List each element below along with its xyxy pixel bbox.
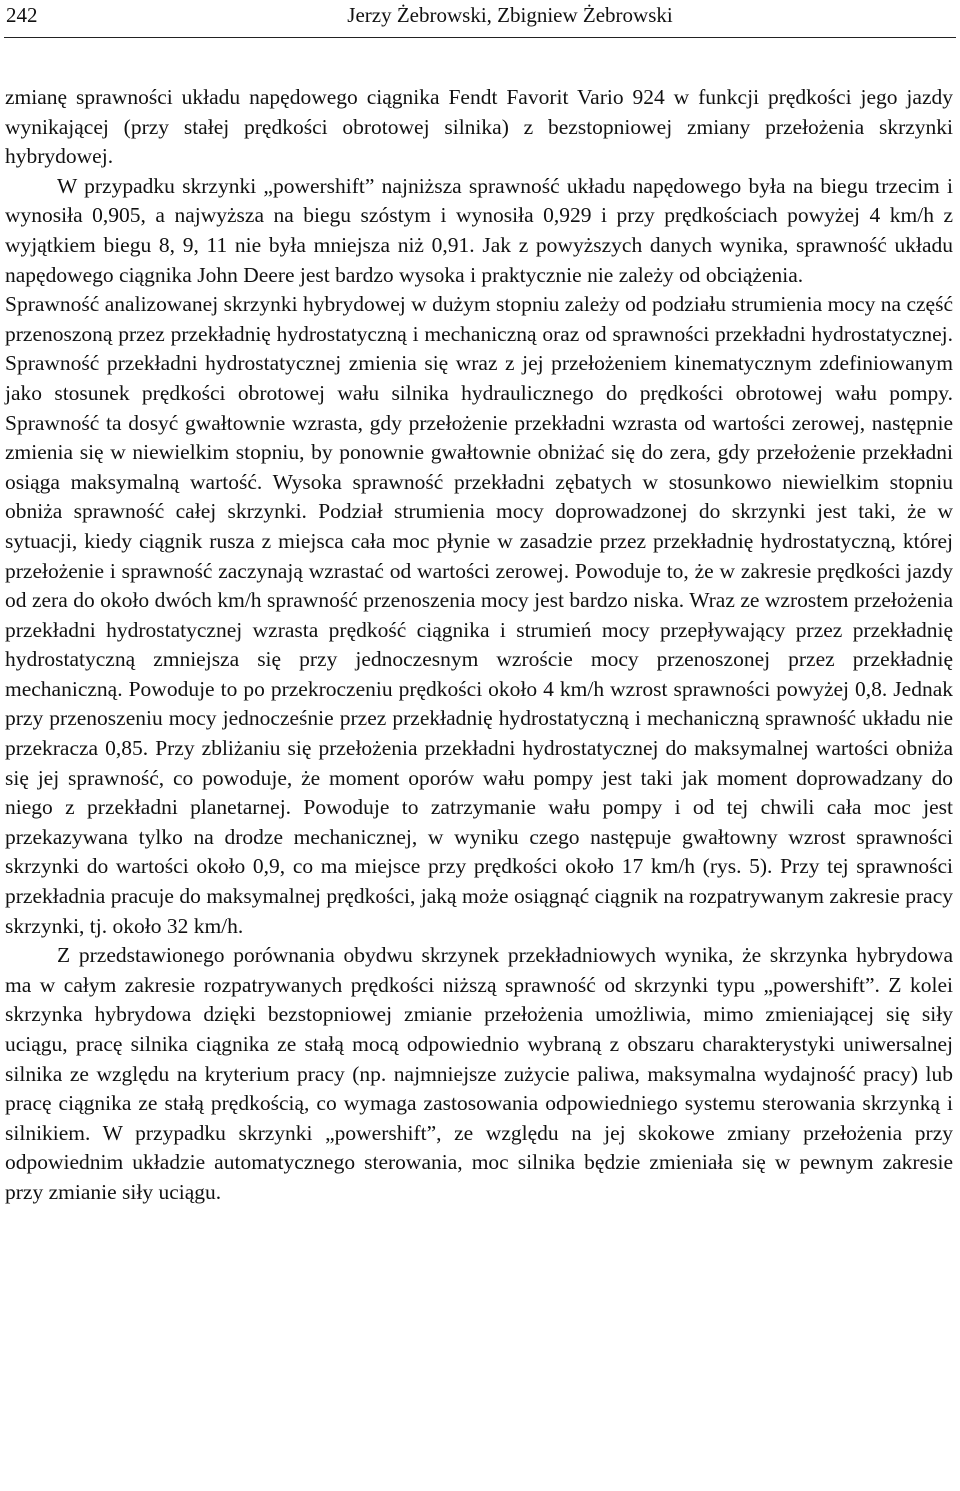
header-rule	[4, 37, 956, 38]
paragraph: Z przedstawionego porównania obydwu skrzynek przekładniowych wynika, że skrzynka hybrydowa ma w całym zakresie rozpatrywanych prędkości niższą sprawność od skrzynki typu „powershift”. Z kolei skrzynka hybrydowa dzięki bezstopniowej zmianie przełożenia umożliwia, mimo zmieniającej się siły uciągu, pracę silnika ciągnika ze stałą mocą odpowiednio wybraną z obszaru charakterystyki uniwersalnej silnika ze względu na kryterium pracy (np. najmniejsze zużycie paliwa, maksymalna wydajność pracy) lub pracę ciągnika ze stałą prędkością, co wymaga zastosowania odpowiedniego systemu sterowania skrzynką i silnikiem. W przypadku skrzynki „powershift”, ze względu na jej skokowe zmiany przełożenia przy odpowiednim układzie automatycznego sterowania, moc silnika będzie zmieniała się w pewnym zakresie przy zmianie siły uciągu.	[5, 943, 953, 1204]
paragraph: zmianę sprawności układu napędowego ciągnika Fendt Favorit Vario 924 w funkcji prędkości jego jazdy wynikającej (przy stałej prędkości obrotowej silnika) z bezstopniowej zmiany przełożenia skrzynki hybrydowej.	[5, 85, 953, 169]
running-head: Jerzy Żebrowski, Zbigniew Żebrowski	[347, 3, 673, 27]
page-header	[0, 0, 960, 38]
paragraph: Sprawność analizowanej skrzynki hybrydowej w dużym stopniu zależy od podziału strumienia mocy na część przenoszoną przez przekładnię hydrostatyczną i mechaniczną oraz od sprawności przekładni hydrostatycznej. Sprawność przekładni hydrostatycznej zmienia się wraz z jej przełożeniem kinematycznym zdefiniowanym jako stosunek prędkości obrotowej wału silnika hydraulicznego do prędkości obrotowej wału pompy. Sprawność ta dosyć gwałtownie wzrasta, gdy przełożenie przekładni wzrasta od wartości zerowej, następnie zmienia się w niewielkim stopniu, by ponownie gwałtownie obniżać się do zera, gdy przełożenie przekładni osiąga maksymalną wartość. Wysoka sprawność przekładni zębatych w stosunkowo niewielkim stopniu obniża sprawność całej skrzynki. Podział strumienia mocy doprowadzonej do skrzynki jest taki, że w sytuacji, kiedy ciągnik rusza z miejsca cała moc płynie w zasadzie przez przekładnię hydrostatyczną, której przełożenie i sprawność zaczynają wzrastać od wartości zerowej. Powoduje to, że w zakresie prędkości jazdy od zera do około dwóch km/h sprawność przenoszenia mocy jest bardzo niska. Wraz ze wzrostem przełożenia przekładni hydrostatycznej wzrasta prędkość ciągnika i strumień mocy przepływający przez przekładnię hydrostatyczną zmniejsza się przy jednoczesnym wzroście mocy przenoszonej przez przekładnię mechaniczną. Powoduje to po przekroczeniu prędkości około 4 km/h wzrost sprawności powyżej 0,8. Jednak przy przenoszeniu mocy jednocześnie przez przekładnię hydrostatyczną i mechaniczną sprawność układu nie przekracza 0,85. Przy zbliżaniu się przełożenia przekładni hydrostatycznej do maksymalnej wartości obniża się jej sprawność, co powoduje, że moment oporów wału pompy jest taki jak moment doprowadzany do niego z przekładni planetarnej. Powoduje to zatrzymanie wału pompy i od tej chwili cała moc jest przekazywana tylko na drodze mechanicznej, w wyniku czego następuje gwałtowny wzrost sprawności skrzynki do wartości około 0,9, co ma miejsce przy prędkości około 17 km/h (rys. 5). Przy tej sprawności przekładnia pracuje do maksymalnej prędkości, jaką może osiągnąć ciągnik na rozpatrywanym zakresie pracy skrzynki, tj. około 32 km/h.	[5, 292, 953, 938]
paragraph: W przypadku skrzynki „powershift” najniższa sprawność układu napędowego była na biegu trzecim i wynosiła 0,905, a najwyższa na biegu szóstym i wynosiła 0,929 i przy prędkościach powyżej 4 km/h z wyjątkiem biegu 8, 9, 11 nie była mniejsza niż 0,91. Jak z powyższych danych wynika, sprawność układu napędowego ciągnika John Deere jest bardzo wysoka i praktycznie nie zależy od obciążenia.	[5, 173, 953, 287]
page-number: 242	[6, 3, 38, 27]
body-text	[5, 83, 953, 1208]
